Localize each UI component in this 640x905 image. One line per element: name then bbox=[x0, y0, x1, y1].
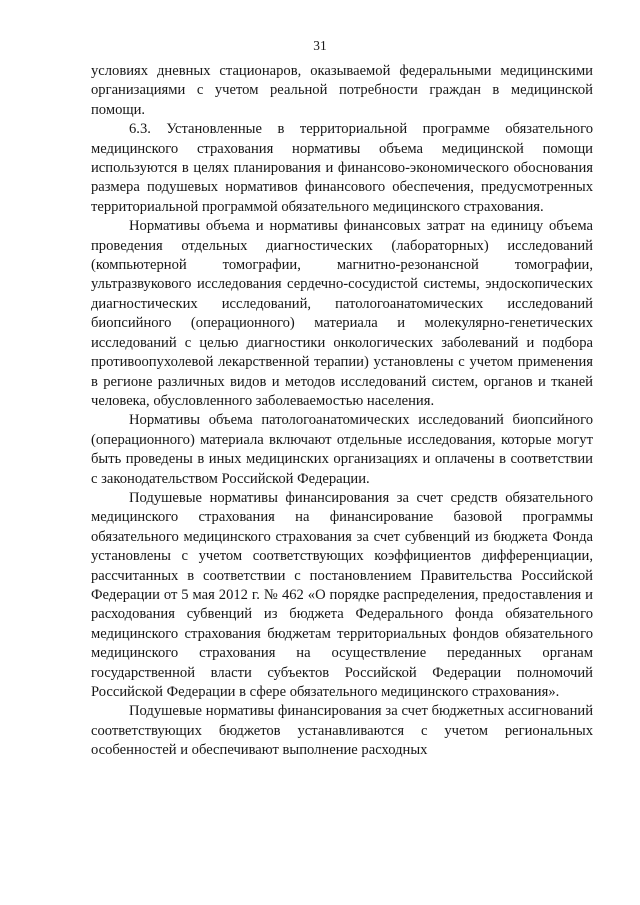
document-body bbox=[91, 62, 593, 761]
paragraph-per-capita-oms: Подушевые нормативы финансирования за счет средств обязательного медицинского страхования на финансирование базовой программы обязательного медицинского страхования за счет субвенций из бюджета Фонда установлены с учетом соответствующих коэффициентов дифференциации, рассчитанных в соответствии с постановлением Правительства Российской Федерации от 5 мая 2012 г. № 462 «О порядке распределения, предоставления и расходования субвенций из бюджета Федерального фонда обязательного медицинского страхования бюджетам территориальных фондов обязательного медицинского страхования на осуществление переданных органам государственной власти субъектов Российской Федерации полномочий Российской Федерации в сфере обязательного медицинского страхования». bbox=[91, 489, 593, 700]
paragraph-continuation: условиях дневных стационаров, оказываемой федеральными медицинскими организациями с учетом реальной потребности граждан в медицинской помощи. bbox=[91, 63, 593, 118]
paragraph-pathology-norms: Нормативы объема патологоанатомических исследований биопсийного (операционного) материала включают отдельные исследования, которые могут быть проведены в иных медицинских организациях и оплачены в соответствии с законодательством Российской Федерации. bbox=[91, 412, 593, 487]
paragraph-6-3: 6.3. Установленные в территориальной программе обязательного медицинского страхования нормативы объема медицинской помощи используются в целях планирования и финансово-экономического обоснования размера подушевых нормативов финансового обеспечения, предусмотренных территориальной программой обязательного медицинского страхования. bbox=[91, 121, 593, 215]
paragraph-diagnostic-norms: Нормативы объема и нормативы финансовых затрат на единицу объема проведения отдельных диагностических (лабораторных) исследований (компьютерной томографии, магнитно-резонансной томографии, ультразвукового исследования сердечно-сосудистой системы, эндоскопических диагностических исследований, патологоанатомических исследований биопсийного (операционного) материала и молекулярно-генетических исследований с целью диагностики онкологических заболеваний и подбора противоопухолевой лекарственной терапии) установлены с учетом применения в регионе различных видов и методов исследований систем, органов и тканей человека, обусловленного заболеваемостью населения. bbox=[91, 218, 593, 409]
page-number: 31 bbox=[313, 38, 327, 53]
paragraph-per-capita-budget: Подушевые нормативы финансирования за счет бюджетных ассигнований соответствующих бюджетов устанавливаются с учетом региональных особенностей и обеспечивают выполнение расходных bbox=[91, 703, 593, 759]
